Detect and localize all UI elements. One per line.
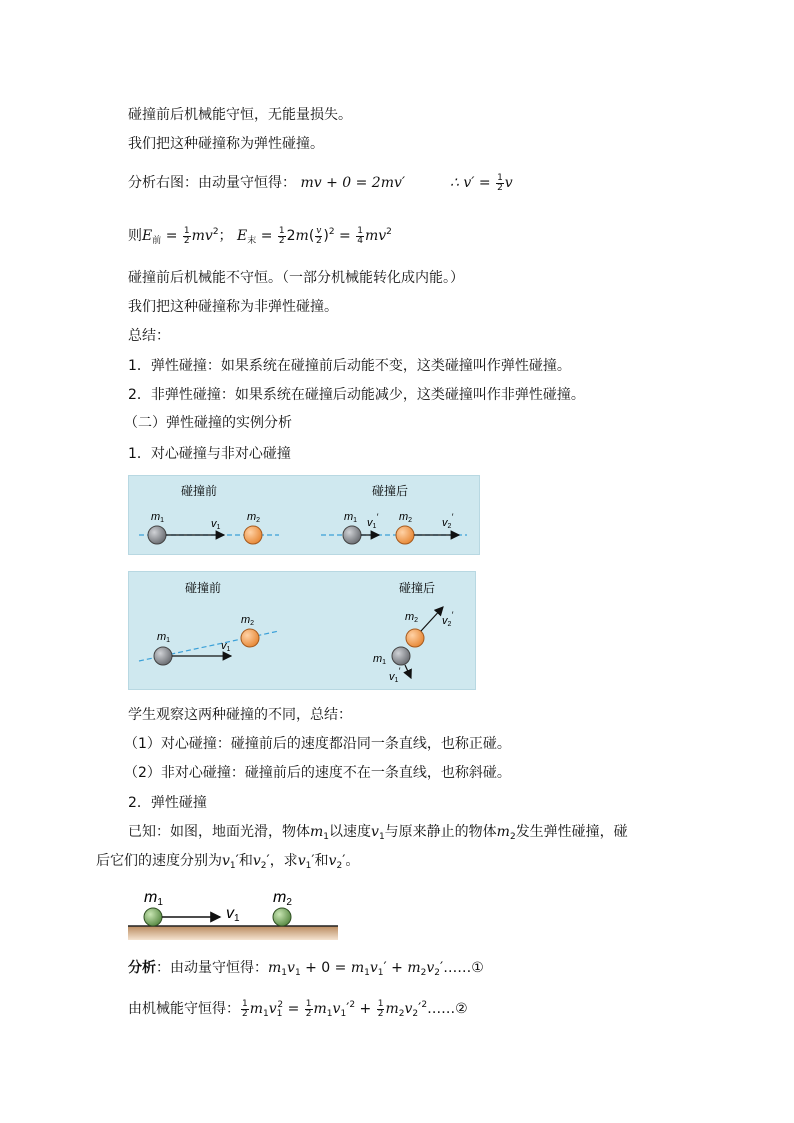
oblique-collision-figure [128, 571, 476, 690]
ball-m2-before [244, 526, 262, 544]
energy-prefix: 则 [128, 228, 142, 244]
problem-text-h: 和 [314, 853, 329, 869]
label-m1-ground: m1 [144, 889, 163, 908]
energy-eq-line: 由机械能守恒得： $\frac{1}{2}$ $m_1v_1^2$ = $\frac{1}{2}$ $m_1v_1'^2$ + $\frac{1}{2}$ $m_2v_2'^2\dots\dots ②$ [128, 998, 468, 1019]
label-m2-oblique: m2 [241, 614, 255, 627]
after-label-2: 碰撞后 [399, 581, 436, 595]
momentum-eq-line: 分析：由动量守恒得：$m_1v_1 + 0 = m_1v_1'$ + $m_2v_2'\dots\dots ①$ [128, 960, 484, 978]
ball-m1-after [343, 526, 361, 544]
before-label: 碰撞前 [181, 484, 218, 498]
label-m1-oblique: m1 [157, 631, 171, 644]
label-v1-ground: v1 [226, 905, 240, 924]
central-collision-figure [128, 475, 480, 555]
ball-m2-after [396, 526, 414, 544]
ball-m2-ground [273, 908, 291, 926]
label-v1-oblique: v1 [221, 640, 231, 653]
ball-m2-after-oblique [406, 629, 424, 647]
text-line-10: （二）弹性碰撞的实例分析 [124, 415, 292, 431]
label-m2-after-oblique: m2 [405, 611, 419, 624]
label-m2: m2 [247, 511, 261, 524]
text-line-11: 1．对心碰撞与非对心碰撞 [128, 446, 291, 462]
analysis-rest: ：由动量守恒得： [156, 960, 268, 976]
energy-eq-prefix: 由机械能守恒得： [128, 1001, 240, 1017]
equation-marker-2: ……② [427, 1001, 468, 1017]
central-collision-svg [129, 476, 479, 554]
therefore-equation: ∴ v′ = [449, 175, 496, 191]
label-v2-prime-oblique: v2′ [442, 610, 454, 628]
label-v2-prime: v2′ [442, 512, 454, 530]
analysis-bold: 分析 [128, 960, 156, 976]
ball-m1-before [148, 526, 166, 544]
text-line-12: 学生观察这两种碰撞的不同，总结： [128, 707, 352, 723]
text-line-15: 2．弹性碰撞 [128, 795, 207, 811]
text-line-2: 我们把这种碰撞称为弹性碰撞。 [128, 136, 324, 152]
problem-text-a: 已知：如图，地面光滑，物体 [128, 824, 310, 840]
equation-marker-1: ……① [443, 960, 484, 976]
velocity-arrow-v1-prime-oblique [405, 665, 411, 678]
problem-line-2: 后它们的速度分别为$v_1'$和$v_2'$，求$v_1'$和$v_2'$。 [96, 853, 360, 871]
label-m1-after: m1 [344, 511, 358, 524]
text-line-5: 碰撞前后机械能不守恒。（一部分机械能转化成内能。） [128, 270, 464, 286]
momentum-analysis-line: 分析右图：由动量守恒得： mv + 0 = 2mv′ ∴ v′ = $\frac{1}{2}$ v [128, 172, 513, 193]
ball-m1-after-oblique [392, 647, 410, 665]
text-line-8: 1．弹性碰撞：如果系统在碰撞前后动能不变，这类碰撞叫作弹性碰撞。 [128, 358, 571, 374]
label-m2-after: m2 [399, 511, 413, 524]
fraction-half: $\frac{1}{2}$ [497, 172, 503, 193]
label-v1-prime-oblique: v1′ [389, 666, 401, 684]
energy-line: 则$E_前$ = $\frac{1}{2}$ $mv^2$； $E_末$ = $\frac{1}{2}$ 2m( $\frac{v}{2}$ )$^2$ = $\frac{1}{4}$ $mv^2$ [128, 225, 392, 246]
text-line-1: 碰撞前后机械能守恒，无能量损失。 [128, 107, 352, 123]
before-label-2: 碰撞前 [185, 581, 222, 595]
label-m1: m1 [151, 511, 165, 524]
after-label: 碰撞后 [372, 484, 409, 498]
text-line-7: 总结： [128, 328, 170, 344]
problem-text-e: 后它们的速度分别为 [96, 853, 222, 869]
analysis-prefix: 分析右图：由动量守恒得： [128, 175, 296, 191]
problem-text-b: 以速度 [329, 824, 372, 840]
label-v1: v1 [211, 518, 221, 531]
problem-text-f: 和 [238, 853, 253, 869]
text-line-6: 我们把这种碰撞称为非弹性碰撞。 [128, 299, 338, 315]
label-m1-after-oblique: m1 [373, 653, 387, 666]
ball-m1-ground [144, 908, 162, 926]
momentum-equation: mv + 0 = 2mv′ [300, 175, 406, 191]
velocity-arrow-v2-prime-oblique [421, 607, 443, 631]
ball-m2-before-oblique [241, 629, 259, 647]
problem-text-g: ，求 [269, 853, 298, 869]
text-line-14: （2）非对心碰撞：碰撞前后的速度不在一条直线，也称斜碰。 [124, 765, 511, 781]
problem-line-1: 已知：如图，地面光滑，物体$m_1$以速度$v_1$与原来静止的物体$m_2$发生弹性碰撞，碰 [128, 824, 628, 842]
problem-text-i: 。 [345, 853, 360, 869]
problem-text-d: 发生弹性碰撞，碰 [515, 824, 628, 840]
oblique-collision-svg [129, 572, 475, 689]
ground-collision-diagram [128, 880, 340, 942]
label-m2-ground: m2 [273, 889, 292, 908]
label-v1-prime: v1′ [367, 512, 379, 530]
text-line-9: 2．非弹性碰撞：如果系统在碰撞后动能减少，这类碰撞叫作非弹性碰撞。 [128, 387, 585, 403]
problem-text-c: 与原来静止的物体 [384, 824, 497, 840]
text-line-13: （1）对心碰撞：碰撞前后的速度都沿同一条直线，也称正碰。 [124, 736, 511, 752]
ground [128, 926, 338, 940]
ball-m1-before-oblique [154, 647, 172, 665]
